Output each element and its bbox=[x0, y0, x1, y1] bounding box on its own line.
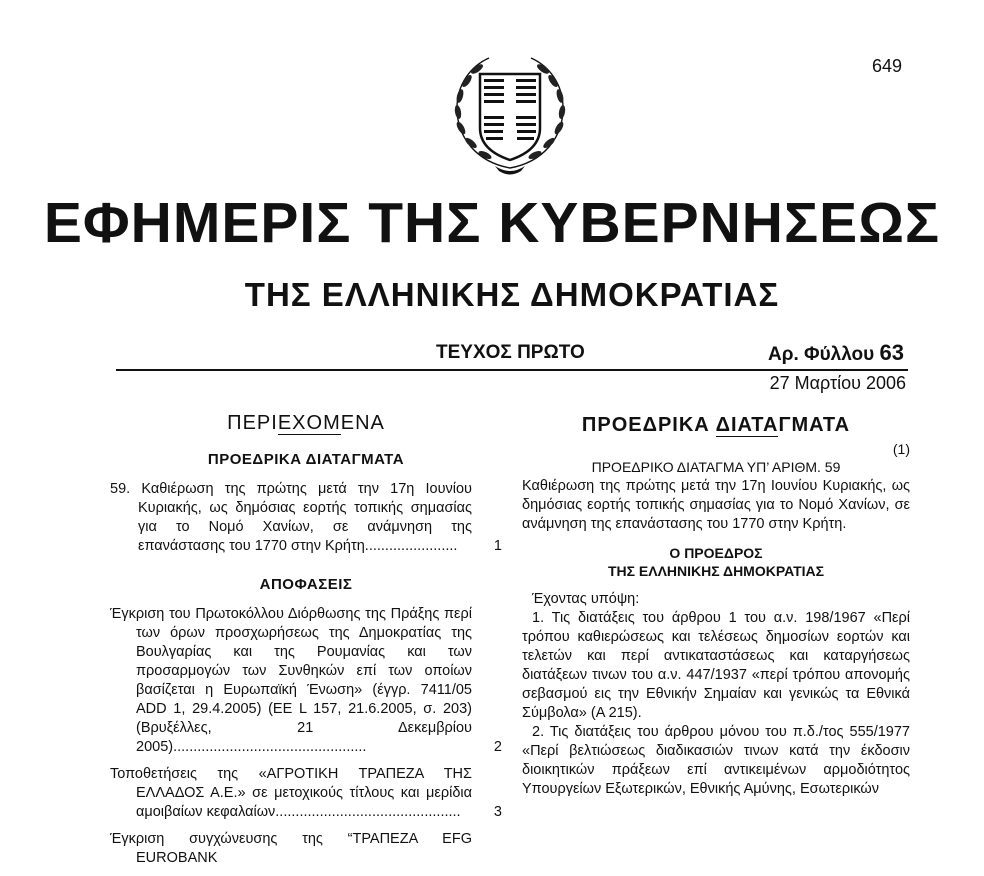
sheet-label-text: Αρ. Φύλλου bbox=[767, 344, 875, 365]
sheet-number-label bbox=[768, 340, 904, 366]
page-number: 649 bbox=[872, 56, 903, 76]
contents-title bbox=[110, 412, 502, 435]
decrees-title-end: ΓΜΑΤΑ bbox=[778, 414, 851, 436]
decrees-section-title bbox=[522, 414, 910, 437]
decrees-title-underlined: ΔΙΑΤΑ bbox=[715, 414, 779, 436]
decree-paragraph: Έχοντας υπόψη: bbox=[532, 591, 640, 607]
gazette-subtitle: ΤΗΣ ΕΛΛΗΝΙΚΗΣ ΔΗΜΟΚΡΑΤΙΑΣ bbox=[244, 276, 780, 313]
toc-entry bbox=[110, 830, 502, 868]
president-heading-line: ΤΗΣ ΕΛΛΗΝΙΚΗΣ ΔΗΜΟΚΡΑΤΙΑΣ bbox=[607, 563, 825, 579]
toc-entry-text: 59. Καθιέρωση της πρώτης μετά την 17η Ιουνίου Κυριακής, ως δημόσιας εορτής τοπικής σημασίας για το Νομό Χανίων, σε ανάμνηση της επανάστασης του 1770 στην Κρήτη....................... bbox=[110, 481, 472, 554]
toc-entry-text: Τοποθετήσεις της «ΑΓΡΟΤΙΚΗ ΤΡΑΠΕΖΑ ΤΗΣ ΕΛΛΑΔΟΣ Α.Ε.» σε μετοχικούς τίτλους και μερίδια αμοιβαίων κεφαλαίων.............................................. bbox=[110, 766, 472, 820]
sheet-number: 63 bbox=[879, 340, 904, 365]
toc-entry bbox=[110, 765, 502, 822]
greek-coat-of-arms-icon bbox=[449, 50, 571, 176]
contents-section-decisions-heading: ΑΠΟΦΑΣΕΙΣ bbox=[259, 576, 353, 593]
president-heading bbox=[522, 544, 910, 580]
contents-column bbox=[110, 412, 502, 876]
toc-entry bbox=[110, 605, 502, 757]
toc-entry-page: 3 bbox=[493, 804, 502, 820]
decree-counter: (1) bbox=[892, 441, 910, 457]
contents-title-end: ΕΝΑ bbox=[340, 412, 385, 434]
contents-title-underlined: ΕΧΟΜ bbox=[277, 412, 341, 434]
president-heading-line: Ο ΠΡΟΕΔΡΟΣ bbox=[669, 545, 763, 561]
decree-paragraph: 1. Τις διατάξεις του άρθρου 1 του α.ν. 198/1967 «Περί τρόπου καθιερώσεως και τελέσεως δημοσίων εορτών και τελετών και περί αντικαταστάσεως και καταργήσεως διατάξεων τινων του α.ν. 447/1937 «περί τρόπου απονομής σεβασμού εις την Εθνικήν Σημαίαν και γενικώς τα Εθνικά Σύμβολα» (Α 215). bbox=[522, 610, 910, 721]
decree-column bbox=[522, 414, 910, 799]
gazette-title: ΕΦΗΜΕΡΙΣ ΤΗΣ ΚΥΒΕΡΝΗΣΕΩΣ bbox=[43, 191, 941, 255]
toc-entry-text: Έγκριση συγχώνευσης της “ΤΡΑΠΕΖΑ EFG EUROBANK bbox=[110, 831, 472, 866]
header-divider bbox=[116, 369, 908, 371]
toc-entry bbox=[110, 480, 502, 556]
contents-section-decrees-heading: ΠΡΟΕΔΡΙΚΑ ΔΙΑΤΑΓΜΑΤΑ bbox=[207, 451, 405, 468]
decree-heading: ΠΡΟΕΔΡΙΚΟ ΔΙΑΤΑΓΜΑ ΥΠ’ ΑΡΙΘΜ. 59 bbox=[591, 459, 841, 475]
contents-title-start: ΠΕΡΙ bbox=[227, 412, 278, 434]
decree-paragraph: 2. Τις διατάξεις του άρθρου μόνου του π.δ./τος 555/1977 «Περί βελτιώσεως διαδικασιών τινων κατά την έκδοσιν διοικητικών πράξεων επί αντικειμένων αρμοδιότητος Υπουργείων Εξωτερικών, Εθνικής Αμύνης, Εσωτερικών bbox=[522, 724, 910, 797]
decrees-title-start: ΠΡΟΕΔΡΙΚΑ bbox=[581, 414, 716, 436]
toc-entry-page: 1 bbox=[493, 538, 502, 554]
toc-entry-text: Έγκριση του Πρωτοκόλλου Διόρθωσης της Πράξης περί των όρων προσχωρήσεως της Δημοκρατίας της Βουλγαρίας και της Ρουμανίας και των προσαρμογών των Συνθηκών επί των οποίων βασίζεται η Ευρωπαϊκή Ένωση» (έγγρ. 7411/05 ADD 1, 29.4.2005) (EE L 157, 21.6.2005, σ. 203) (Βρυξέλλες, 21 Δεκεμβρίου 2005)................................................ bbox=[110, 606, 472, 755]
issue-series: ΤΕΥΧΟΣ ΠΡΩΤΟ bbox=[436, 342, 585, 363]
issue-date: 27 Μαρτίου 2006 bbox=[769, 373, 906, 393]
decree-summary: Καθιέρωση της πρώτης μετά την 17η Ιουνίου Κυριακής, ως δημόσιας εορτής τοπικής σημασίας για το Νομό Χανίων, σε ανάμνηση της επανάστασης του 1770 στην Κρήτη. bbox=[522, 478, 910, 532]
toc-entry-page: 2 bbox=[493, 739, 502, 755]
